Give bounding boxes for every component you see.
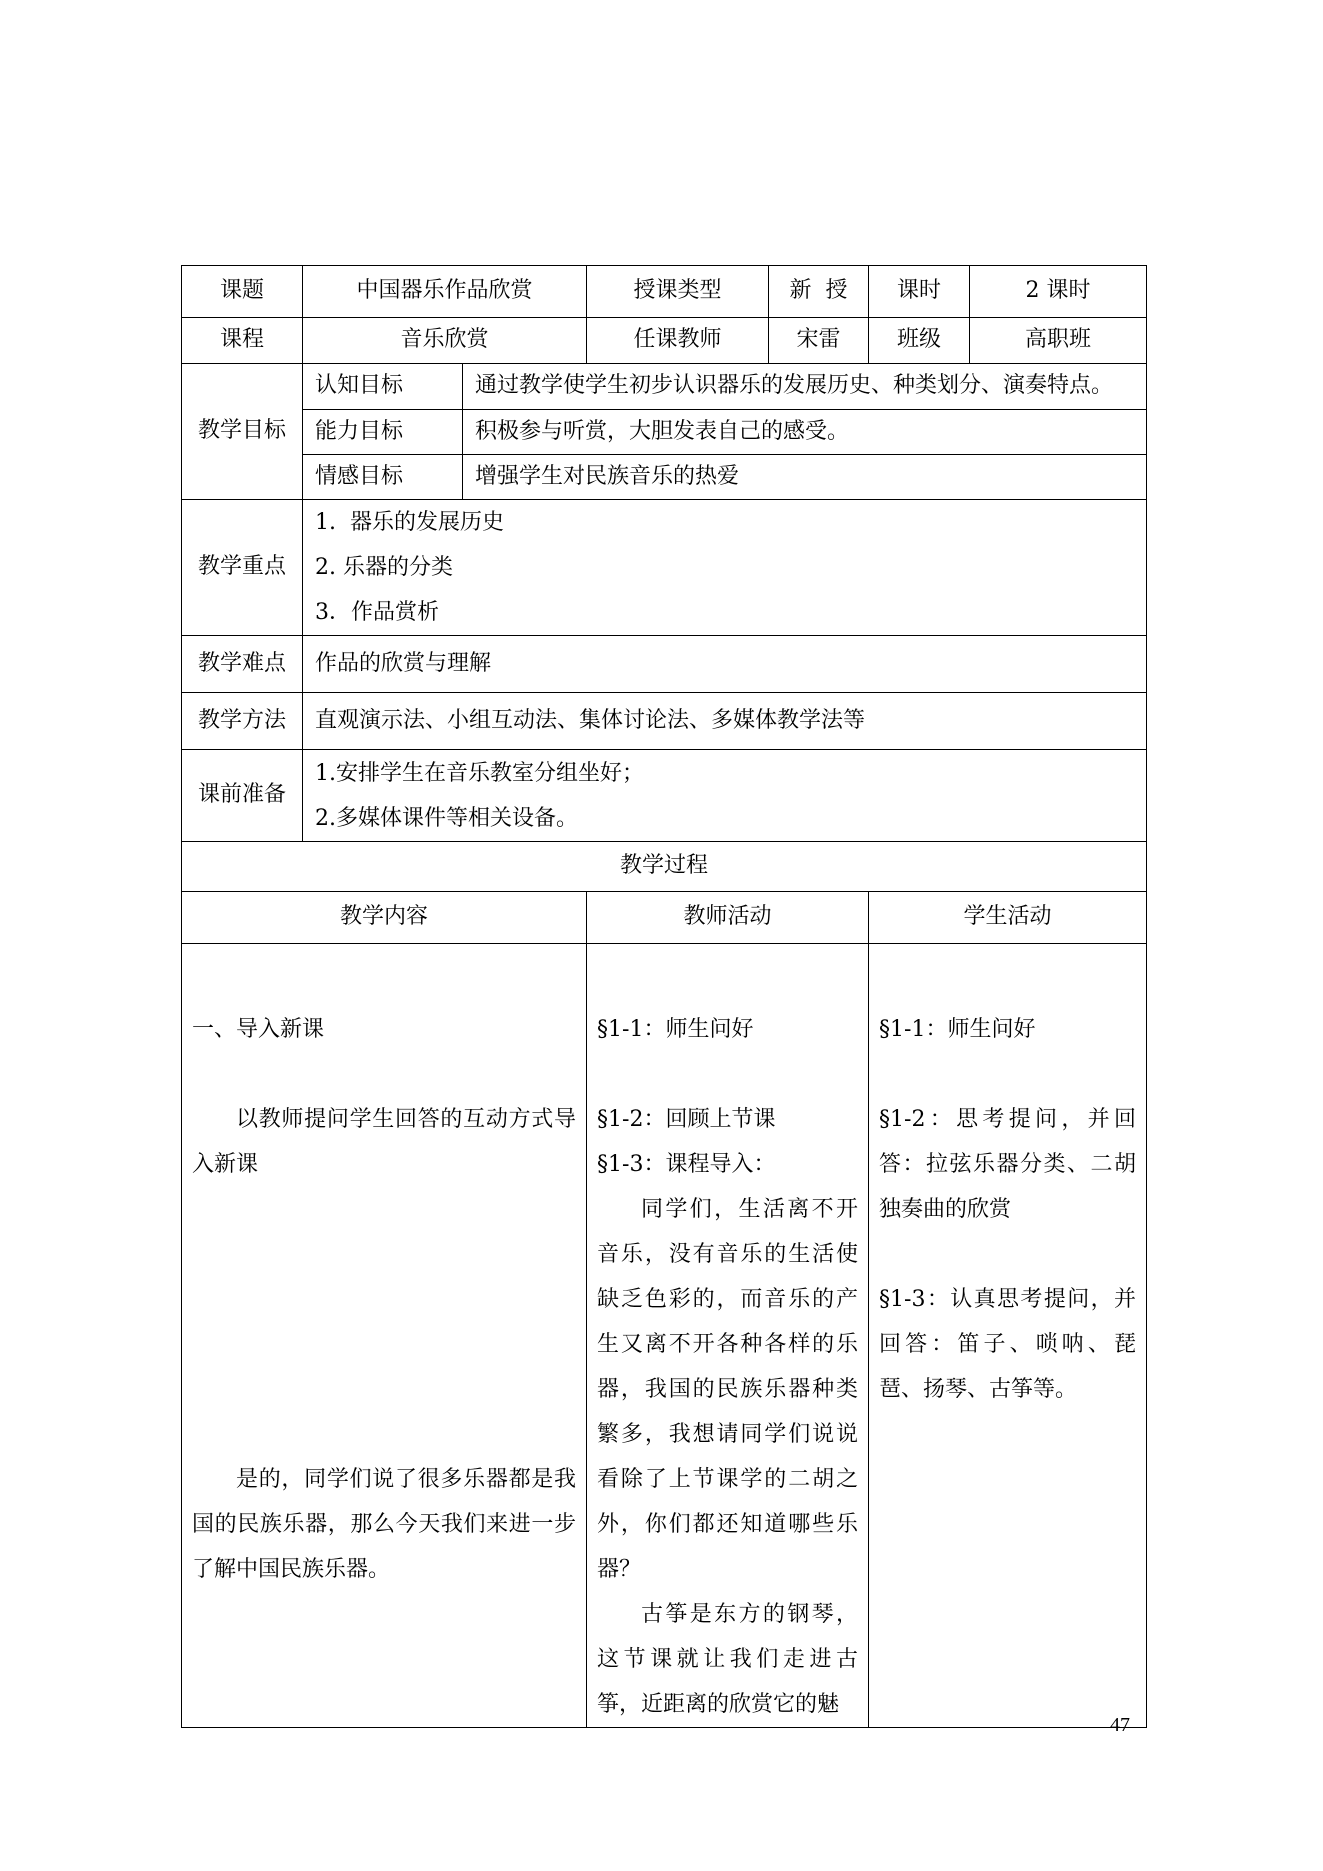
hours-value: 2 课时 <box>970 266 1147 318</box>
header-row-2 <box>182 318 1147 364</box>
process-header-row <box>182 892 1147 944</box>
teacher-value: 宋雷 <box>769 318 869 364</box>
difficulties-text: 作品的欣赏与理解 <box>303 636 1147 693</box>
student-step-3: §1-3：认真思考提问，并回答：笛子、唢呐、琵琶、扬琴、古筝等。 <box>879 1287 1137 1402</box>
content-para-1: 以教师提问学生回答的互动方式导入新课 <box>192 1107 577 1177</box>
course-label: 课程 <box>182 318 303 364</box>
student-step-2: §1-2：思考提问，并回答：拉弦乐器分类、二胡独奏曲的欣赏 <box>879 1107 1137 1222</box>
process-body-row <box>182 944 1147 1728</box>
teacher-step-1: §1-1：师生问好 <box>597 1017 754 1042</box>
process-col-student: 学生活动 <box>869 892 1147 944</box>
preparation-list <box>303 750 1147 842</box>
key-points-row <box>182 500 1147 636</box>
objective-row-1 <box>182 364 1147 410</box>
objectives-label: 教学目标 <box>182 364 303 500</box>
objective-row-3 <box>182 455 1147 500</box>
title-value: 中国器乐作品欣赏 <box>303 266 587 318</box>
teacher-para-2: 古筝是东方的钢琴，这节课就让我们走进古筝，近距离的欣赏它的魅 <box>597 1602 859 1717</box>
process-content-cell <box>182 944 587 1728</box>
process-teacher-cell <box>587 944 869 1728</box>
key-point-item: 3．作品赏析 <box>315 600 439 625</box>
lesson-plan-table <box>181 265 1147 1728</box>
key-point-item: 1. 器乐的发展历史 <box>315 510 504 535</box>
header-row-1 <box>182 266 1147 318</box>
title-label: 课题 <box>182 266 303 318</box>
teacher-label: 任课教师 <box>587 318 769 364</box>
page-number: 47 <box>1110 1714 1130 1736</box>
objective-label: 能力目标 <box>303 410 463 455</box>
type-value: 新 授 <box>769 266 869 318</box>
objective-label: 情感目标 <box>303 455 463 500</box>
process-student-cell <box>869 944 1147 1728</box>
content-para-2: 是的，同学们说了很多乐器都是我国的民族乐器，那么今天我们来进一步了解中国民族乐器。 <box>192 1467 577 1582</box>
difficulties-row <box>182 636 1147 693</box>
objective-text: 积极参与听赏，大胆发表自己的感受。 <box>463 410 1147 455</box>
preparation-label: 课前准备 <box>182 750 303 842</box>
objective-label: 认知目标 <box>303 364 463 410</box>
difficulties-label: 教学难点 <box>182 636 303 693</box>
key-points-label: 教学重点 <box>182 500 303 636</box>
student-step-1: §1-1：师生问好 <box>879 1017 1036 1042</box>
objective-text: 增强学生对民族音乐的热爱 <box>463 455 1147 500</box>
type-label: 授课类型 <box>587 266 769 318</box>
methods-row <box>182 693 1147 750</box>
methods-text: 直观演示法、小组互动法、集体讨论法、多媒体教学法等 <box>303 693 1147 750</box>
preparation-item: 1.安排学生在音乐教室分组坐好； <box>315 760 644 786</box>
preparation-item: 2.多媒体课件等相关设备。 <box>315 805 578 831</box>
objective-text: 通过教学使学生初步认识器乐的发展历史、种类划分、演奏特点。 <box>463 364 1147 410</box>
process-col-teacher: 教师活动 <box>587 892 869 944</box>
teacher-step-3: §1-3：课程导入： <box>597 1152 776 1177</box>
process-title-row <box>182 842 1147 892</box>
teacher-para-1: 同学们，生活离不开音乐，没有音乐的生活使缺乏色彩的，而音乐的产生又离不开各种各样的乐器，我国的民族乐器种类繁多，我想请同学们说说看除了上节课学的二胡之外，你们都还知道哪些乐器？ <box>597 1197 859 1582</box>
key-points-list <box>303 500 1147 636</box>
hours-label: 课时 <box>869 266 970 318</box>
process-col-content: 教学内容 <box>182 892 587 944</box>
methods-label: 教学方法 <box>182 693 303 750</box>
preparation-row <box>182 750 1147 842</box>
objective-row-2 <box>182 410 1147 455</box>
class-value: 高职班 <box>970 318 1147 364</box>
process-title: 教学过程 <box>182 842 1147 892</box>
class-label: 班级 <box>869 318 970 364</box>
content-heading: 一、导入新课 <box>192 1017 325 1042</box>
key-point-item: 2. 乐器的分类 <box>315 555 453 580</box>
course-value: 音乐欣赏 <box>303 318 587 364</box>
teacher-step-2: §1-2：回顾上节课 <box>597 1107 776 1132</box>
